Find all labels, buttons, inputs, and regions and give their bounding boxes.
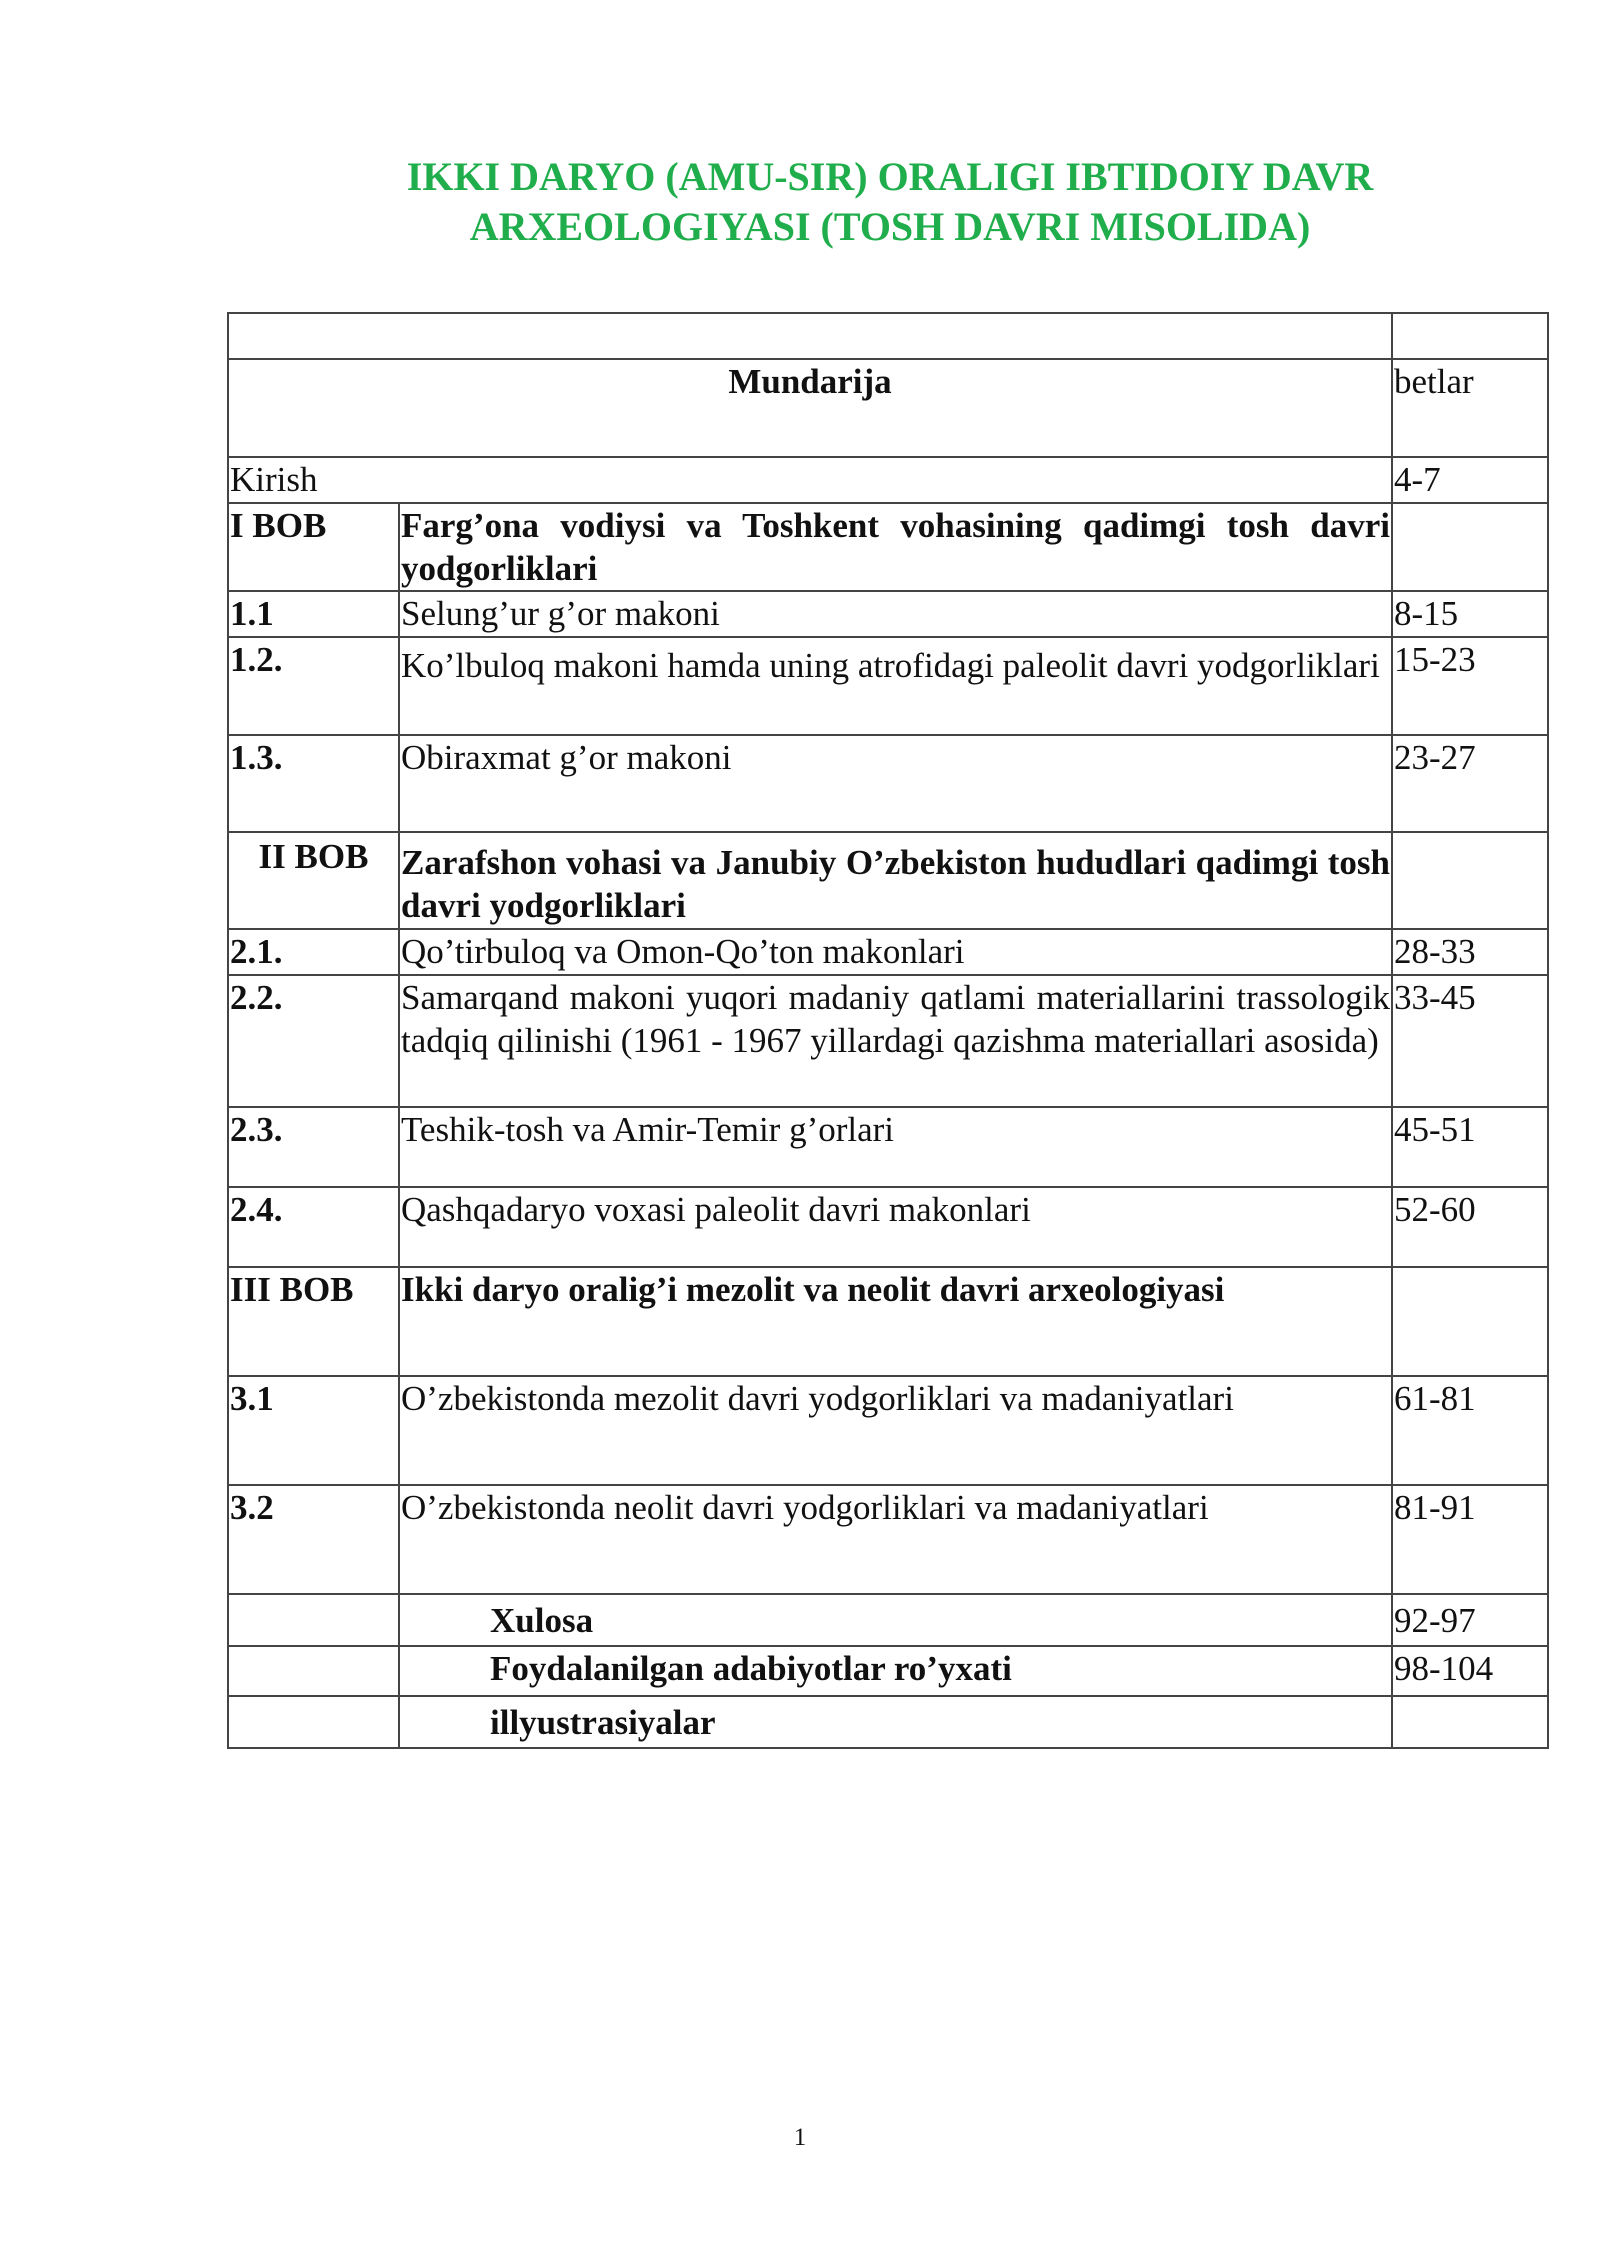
row-number: III BOB	[228, 1267, 399, 1376]
row-pages: 33-45	[1392, 975, 1548, 1107]
illustrations-pages	[1392, 1696, 1548, 1748]
row-title: Teshik-tosh va Amir-Temir g’orlari	[399, 1107, 1392, 1187]
toc-row-2-3	[228, 1107, 1548, 1187]
document-title	[300, 152, 1480, 252]
row-number: 3.1	[228, 1376, 399, 1485]
row-number: 1.3.	[228, 735, 399, 832]
toc-row-1-1	[228, 591, 1548, 637]
toc-row-3-1	[228, 1376, 1548, 1485]
pages-column-label: betlar	[1392, 359, 1548, 457]
toc-row-2-2	[228, 975, 1548, 1107]
row-number: 1.2.	[228, 637, 399, 735]
row-number: 2.4.	[228, 1187, 399, 1267]
row-title: Qo’tirbuloq va Omon-Qo’ton makonlari	[399, 929, 1392, 975]
page-number: 1	[793, 2124, 807, 2151]
title-line-1: IKKI DARYO (AMU-SIR) ORALIGI IBTIDOIY DAVR	[406, 154, 1374, 199]
toc-row-conclusion	[228, 1594, 1548, 1646]
row-pages: 52-60	[1392, 1187, 1548, 1267]
row-number: 3.2	[228, 1485, 399, 1594]
toc-row-3-2	[228, 1485, 1548, 1594]
row-pages	[1392, 503, 1548, 591]
row-title: O’zbekistonda mezolit davri yodgorliklari va madaniyatlari	[399, 1376, 1392, 1485]
table-of-contents	[227, 312, 1549, 1749]
toc-header-row	[228, 359, 1548, 457]
row-pages: 28-33	[1392, 929, 1548, 975]
toc-row-illustrations	[228, 1696, 1548, 1748]
toc-row-2-1	[228, 929, 1548, 975]
toc-row-1-2	[228, 637, 1548, 735]
row-number: 2.2.	[228, 975, 399, 1107]
toc-heading: Mundarija	[228, 359, 1392, 457]
intro-pages: 4-7	[1392, 457, 1548, 503]
row-title: O’zbekistonda neolit davri yodgorliklari va madaniyatlari	[399, 1485, 1392, 1594]
references-title: Foydalanilgan adabiyotlar ro’yxati	[399, 1646, 1392, 1696]
empty-top-row	[228, 313, 1548, 359]
row-title: Obiraxmat g’or makoni	[399, 735, 1392, 832]
row-number: 2.1.	[228, 929, 399, 975]
row-number: 1.1	[228, 591, 399, 637]
row-number: I BOB	[228, 503, 399, 591]
toc-row-chapter-2	[228, 832, 1548, 929]
toc-row-intro	[228, 457, 1548, 503]
conclusion-title: Xulosa	[399, 1594, 1392, 1646]
row-pages: 61-81	[1392, 1376, 1548, 1485]
row-number: 2.3.	[228, 1107, 399, 1187]
row-pages: 81-91	[1392, 1485, 1548, 1594]
toc-row-2-4	[228, 1187, 1548, 1267]
row-title: Samarqand makoni yuqori madaniy qatlami materiallarini trassologik tadqiq qilinishi (1961 - 1967 yillardagi qazishma materiallari asosida)	[399, 975, 1392, 1107]
references-pages: 98-104	[1392, 1646, 1548, 1696]
row-title: Qashqadaryo voxasi paleolit davri makonlari	[399, 1187, 1392, 1267]
row-pages	[1392, 832, 1548, 929]
row-pages: 45-51	[1392, 1107, 1548, 1187]
row-number: II BOB	[228, 832, 399, 929]
row-title: Ikki daryo oralig’i mezolit va neolit davri arxeologiyasi	[399, 1267, 1392, 1376]
row-title: Selung’ur g’or makoni	[399, 591, 1392, 637]
toc-row-references	[228, 1646, 1548, 1696]
row-title: Farg’ona vodiysi va Toshkent vohasining qadimgi tosh davri yodgorliklari	[399, 503, 1392, 591]
toc-row-1-3	[228, 735, 1548, 832]
intro-title: Kirish	[228, 457, 1392, 503]
toc-row-chapter-3	[228, 1267, 1548, 1376]
title-line-2: ARXEOLOGIYASI (TOSH DAVRI MISOLIDA)	[469, 204, 1311, 249]
illustrations-title: illyustrasiyalar	[399, 1696, 1392, 1748]
row-pages: 8-15	[1392, 591, 1548, 637]
row-pages	[1392, 1267, 1548, 1376]
conclusion-pages: 92-97	[1392, 1594, 1548, 1646]
toc-row-chapter-1	[228, 503, 1548, 591]
row-pages: 23-27	[1392, 735, 1548, 832]
row-title: Ko’lbuloq makoni hamda uning atrofidagi paleolit davri yodgorliklari	[399, 637, 1392, 735]
row-pages: 15-23	[1392, 637, 1548, 735]
row-title: Zarafshon vohasi va Janubiy O’zbekiston hududlari qadimgi tosh davri yodgorliklari	[399, 832, 1392, 929]
